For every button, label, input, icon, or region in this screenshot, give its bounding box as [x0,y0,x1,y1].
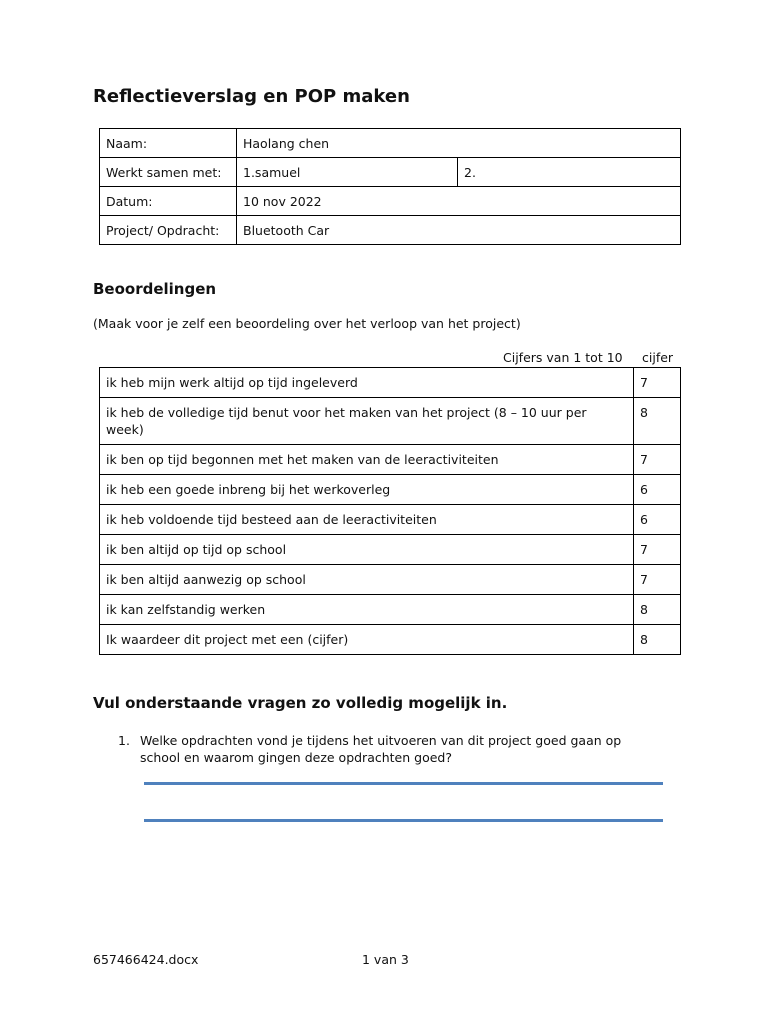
document-title: Reflectieverslag en POP maken [93,86,410,107]
scale-label: Cijfers van 1 tot 10 [503,350,623,365]
answer-line[interactable] [144,782,663,785]
grade-value: 7 [634,535,681,565]
grade-statement: Ik waardeer dit project met een (cijfer) [100,625,634,655]
grade-value: 8 [634,398,681,445]
grade-value: 7 [634,445,681,475]
naam-value: Haolang chen [237,129,681,158]
grade-row [100,398,681,445]
werkt-value-2: 2. [458,158,681,187]
question-1 [118,732,658,766]
grade-column-label: cijfer [642,350,674,365]
project-value: Bluetooth Car [237,216,681,245]
grade-value: 7 [634,368,681,398]
project-label: Project/ Opdracht: [100,216,237,245]
grade-row [100,475,681,505]
werkt-label: Werkt samen met: [100,158,237,187]
grade-row [100,595,681,625]
grade-row [100,625,681,655]
grade-row [100,505,681,535]
footer-filename: 657466424.docx [93,952,199,967]
grade-value: 6 [634,475,681,505]
grade-value: 8 [634,625,681,655]
grade-statement: ik ben op tijd begonnen met het maken van de leeractiviteiten [100,445,634,475]
section-heading-beoordelingen: Beoordelingen [93,280,217,298]
naam-label: Naam: [100,129,237,158]
grade-value: 8 [634,595,681,625]
info-row-datum [100,187,681,216]
grade-value: 7 [634,565,681,595]
section-note: (Maak voor je zelf een beoordeling over het verloop van het project) [93,316,521,331]
grade-row [100,445,681,475]
info-row-project [100,216,681,245]
question-number: 1. [118,733,130,748]
footer-page-number: 1 van 3 [362,952,409,967]
grade-statement: ik ben altijd aanwezig op school [100,565,634,595]
grade-row [100,535,681,565]
question-text: Welke opdrachten vond je tijdens het uitvoeren van dit project goed gaan op school en waarom gingen deze opdrachten goed? [140,733,622,765]
datum-value: 10 nov 2022 [237,187,681,216]
info-table [99,128,681,245]
grade-row [100,368,681,398]
info-row-naam [100,129,681,158]
werkt-value-1: 1.samuel [237,158,458,187]
grade-statement: ik heb voldoende tijd besteed aan de leeractiviteiten [100,505,634,535]
grade-statement: ik kan zelfstandig werken [100,595,634,625]
grade-statement: ik heb mijn werk altijd op tijd ingeleverd [100,368,634,398]
grade-statement: ik heb een goede inbreng bij het werkoverleg [100,475,634,505]
grade-statement: ik heb de volledige tijd benut voor het maken van het project (8 – 10 uur per week) [100,398,634,445]
grade-value: 6 [634,505,681,535]
info-row-werkt [100,158,681,187]
grade-row [100,565,681,595]
answer-line[interactable] [144,819,663,822]
questions-heading: Vul onderstaande vragen zo volledig mogelijk in. [93,694,508,712]
grade-statement: ik ben altijd op tijd op school [100,535,634,565]
grades-table [99,367,681,655]
datum-label: Datum: [100,187,237,216]
